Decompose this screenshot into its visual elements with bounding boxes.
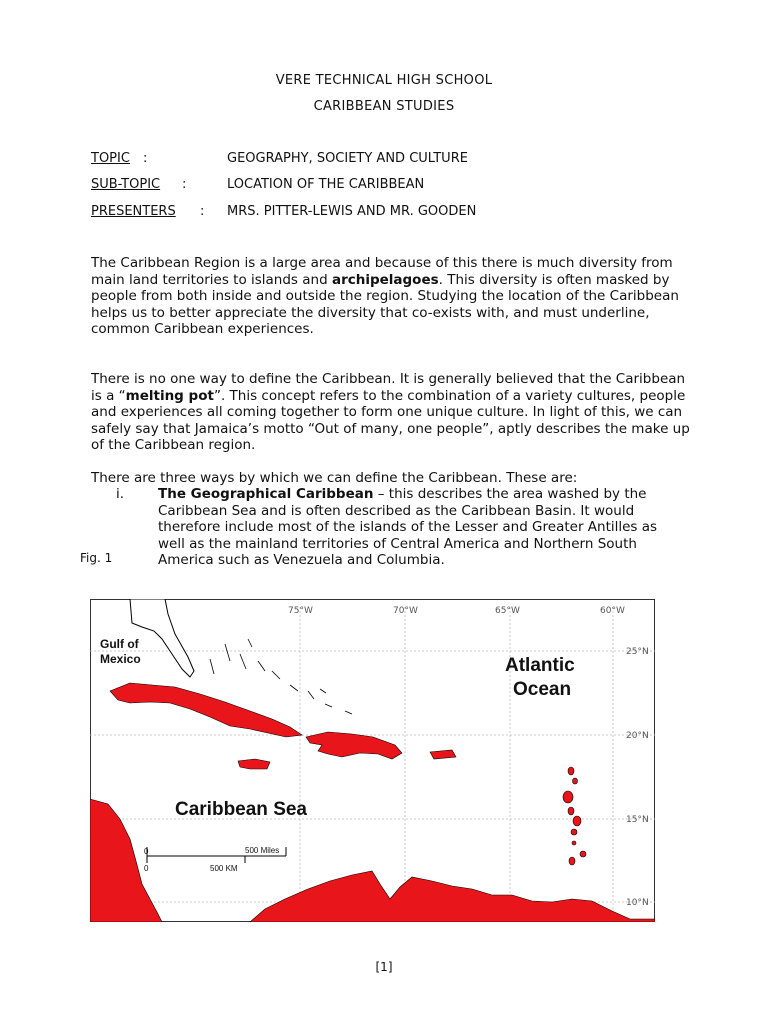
puerto-rico-land [430, 750, 456, 759]
geographical-caribbean-term: The Geographical Caribbean [158, 486, 374, 502]
list-item: The Geographical Caribbean – this describes the area washed by the Caribbean Sea and is often described as the Caribbean Basin. It would therefore include most of the islands of the Lesser and Greater Antilles as well as the mainland territories of Central America and Northern South America such as Venezuela and Columbia. [158, 486, 658, 568]
melting-pot-term: melting pot [125, 387, 214, 404]
caribbean-map [90, 599, 655, 922]
latitude-label: 20°N [626, 731, 649, 741]
presenters-label: PRESENTERS [91, 204, 176, 219]
longitude-label: 60°W [600, 606, 625, 616]
subject-title: CARIBBEAN STUDIES [313, 99, 455, 114]
gulf-label: Mexico [100, 652, 141, 666]
melting-pot-paragraph: There is no one way to define the Caribbean. It is generally believed that the Caribbean is a “melting pot”. This concept refers to the combination of a variety cultures, people and experiences all coming together to form one unique culture. In light of this, we can safely say that Jamaica’s motto “Out of many, one people”, aptly describes the make up of the Caribbean region. [91, 371, 690, 453]
scale-zero: 0 [144, 847, 149, 856]
intro-paragraph: The Caribbean Region is a large area and because of this there is much diversity from main land territories to islands and archipelagoes. This diversity is often masked by people from both inside and outside the region. Studying the location of the Caribbean helps us to better appreciate the diversity that co-exists with, and must underline, common Caribbean experiences. [91, 255, 679, 337]
figure-label: Fig. 1 [80, 551, 113, 565]
latitude-label: 15°N [626, 815, 649, 825]
subtopic-value: LOCATION OF THE CARIBBEAN [227, 177, 425, 192]
page-number: [1] [375, 960, 393, 974]
scale-zero: 0 [144, 864, 149, 873]
topic-label: TOPIC [91, 151, 130, 166]
scale-km: 500 KM [210, 864, 238, 873]
sea-label: Caribbean Sea [175, 799, 307, 820]
longitude-label: 70°W [393, 606, 418, 616]
list-item-number: i. [116, 486, 125, 502]
ocean-label: Atlantic [505, 655, 575, 676]
gulf-label: Gulf of [100, 637, 139, 651]
presenters-value: MRS. PITTER-LEWIS AND MR. GOODEN [227, 204, 477, 219]
subtopic-label: SUB-TOPIC [91, 177, 161, 192]
ocean-label: Ocean [513, 679, 572, 700]
scale-miles: 500 Miles [245, 846, 280, 855]
archipelagoes-term: archipelagoes [331, 271, 439, 288]
longitude-label: 75°W [288, 606, 313, 616]
topic-value: GEOGRAPHY, SOCIETY AND CULTURE [227, 151, 468, 166]
three-ways-intro: There are three ways by which we can define the Caribbean. These are: [91, 470, 578, 486]
school-name: VERE TECHNICAL HIGH SCHOOL [275, 73, 493, 88]
latitude-label: 10°N [626, 898, 649, 908]
latitude-label: 25°N [626, 647, 649, 657]
longitude-label: 65°W [495, 606, 520, 616]
